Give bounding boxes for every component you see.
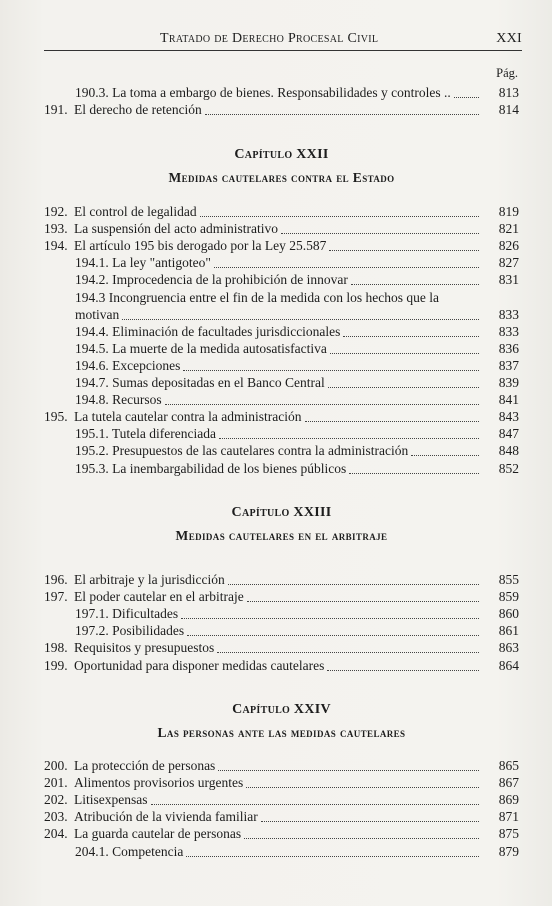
entry-page: 833 (498, 306, 519, 322)
dot-leader (187, 635, 479, 636)
entry-number: 197. (44, 589, 68, 605)
chapter-heading-22: Capítulo XXII (234, 147, 329, 162)
chapter-subtitle-23: Medidas cautelares en el arbitraje (175, 528, 388, 543)
entry-title: La protección de personas (74, 758, 216, 773)
entry-number: 200. (44, 758, 68, 773)
toc-entry (44, 657, 519, 675)
toc-entry (44, 357, 519, 375)
roman-page-number: XXI (496, 31, 522, 46)
toc-entry (44, 254, 519, 272)
entry-page: 841 (498, 392, 519, 408)
entry-page: 848 (498, 443, 519, 459)
toc-entry (44, 306, 519, 324)
chapter-subtitle-24: Las personas ante las medidas cautelares (157, 725, 406, 740)
entry-title: 204.1. Competencia (75, 843, 184, 859)
entry-page: 837 (498, 357, 519, 373)
entry-number: 194. (44, 238, 68, 254)
page-column-label: Pág. (496, 66, 518, 80)
entry-title: 194.4. Eliminación de facultades jurisdiccionales (75, 323, 341, 339)
toc-entry (44, 825, 519, 843)
entry-number: 192. (44, 204, 68, 219)
dot-leader (165, 404, 479, 405)
toc-entry (44, 442, 519, 460)
toc-entry (44, 289, 519, 307)
entry-title: Requisitos y presupuestos (74, 640, 215, 656)
entry-page: 839 (498, 375, 519, 390)
entry-title: 194.5. La muerte de la medida autosatisfactiva (75, 340, 327, 356)
entry-title: motivan (75, 306, 120, 322)
entry-title: La suspensión del acto administrativo (74, 221, 278, 237)
entry-page: 831 (498, 272, 519, 288)
dot-leader (200, 216, 479, 217)
dot-leader (228, 584, 479, 585)
entry-page: 861 (498, 623, 519, 639)
dot-leader (411, 455, 479, 456)
dot-leader (151, 804, 480, 805)
toc-entry (44, 460, 519, 478)
entry-number: 199. (44, 657, 68, 673)
entry-page: 814 (498, 102, 519, 118)
entry-page: 813 (498, 85, 519, 100)
entry-page: 843 (498, 409, 519, 425)
entry-title: 195.1. Tutela diferenciada (75, 426, 216, 442)
entry-number: 201. (44, 775, 68, 791)
entry-page: 855 (498, 572, 519, 587)
entry-number: 203. (44, 809, 68, 825)
chapter-subtitle-22: Medidas cautelares contra el Estado (168, 170, 395, 185)
entry-title: El control de legalidad (74, 204, 197, 219)
dot-leader (246, 787, 479, 788)
dot-leader (214, 267, 479, 268)
entry-title: 194.1. La ley "antigoteo" (75, 255, 211, 271)
entry-title: 194.2. Improcedencia de la prohibición de innovar (75, 272, 348, 288)
entry-page: 864 (498, 657, 519, 673)
toc-entry (44, 808, 519, 826)
entry-title: El derecho de retención (74, 102, 202, 118)
entry-number: 202. (44, 792, 68, 808)
toc-entry (44, 271, 519, 289)
dot-leader (205, 114, 479, 115)
toc-entry (44, 757, 519, 775)
entry-title: 194.3 Incongruencia entre el fin de la medida con los hechos que la (75, 289, 439, 305)
entry-title: La tutela cautelar contra la administración (74, 409, 302, 425)
toc-entry (44, 571, 519, 589)
entry-title: 194.6. Excepciones (75, 357, 181, 373)
dot-leader (281, 233, 479, 234)
dot-leader (327, 670, 479, 671)
dot-leader (329, 250, 479, 251)
entry-number: 195. (44, 409, 68, 425)
entry-page: 867 (498, 775, 519, 791)
dot-leader (454, 97, 479, 98)
entry-page: 875 (498, 826, 519, 842)
entry-page: 826 (498, 238, 519, 254)
entry-title: Litisexpensas (74, 792, 148, 808)
dot-leader (261, 821, 479, 822)
dot-leader (305, 421, 479, 422)
toc-entry (44, 101, 519, 119)
toc-entry (44, 340, 519, 358)
entry-page: 821 (498, 221, 519, 237)
entry-page: 871 (498, 809, 519, 825)
toc-entry (44, 220, 519, 238)
entry-page: 833 (498, 323, 519, 339)
entry-page: 869 (498, 792, 519, 808)
dot-leader (218, 770, 479, 771)
toc-entry (44, 843, 519, 861)
entry-title: Oportunidad para disponer medidas cautelares (74, 657, 325, 673)
dot-leader (328, 387, 479, 388)
entry-page: 863 (498, 640, 519, 656)
entry-title: 195.3. La inembargabilidad de los bienes públicos (75, 460, 347, 476)
entry-title: Alimentos provisorios urgentes (74, 775, 244, 791)
entry-title: El arbitraje y la jurisdicción (74, 572, 225, 587)
dot-leader (330, 353, 479, 354)
entry-title: 194.8. Recursos (75, 392, 162, 408)
dot-leader (351, 284, 479, 285)
entry-title: Atribución de la vivienda familiar (74, 809, 258, 825)
toc-entry (44, 774, 519, 792)
entry-number: 198. (44, 640, 68, 656)
toc-entry (44, 639, 519, 657)
toc-entry (44, 203, 519, 221)
entry-title: 194.7. Sumas depositadas en el Banco Central (75, 375, 325, 390)
running-header (44, 28, 522, 51)
toc-entry (44, 408, 519, 426)
entry-page: 865 (498, 758, 519, 773)
entry-page: 847 (498, 426, 519, 442)
chapter-heading-23: Capítulo XXIII (231, 505, 332, 520)
toc-entry (44, 323, 519, 341)
toc-entry (44, 374, 519, 392)
toc-entry (44, 588, 519, 606)
entry-page: 852 (498, 460, 519, 476)
entry-number: 193. (44, 221, 68, 237)
dot-leader (183, 370, 479, 371)
entry-number: 191. (44, 102, 68, 118)
entry-page: 859 (498, 589, 519, 605)
entry-title: 195.2. Presupuestos de las cautelares contra la administración (75, 443, 409, 459)
dot-leader (244, 838, 479, 839)
entry-number: 196. (44, 572, 68, 587)
entry-title: 197.1. Dificultades (75, 606, 179, 622)
toc-entry (44, 791, 519, 809)
toc-entry (44, 425, 519, 443)
dot-leader (343, 336, 479, 337)
running-title: Tratado de Derecho Procesal Civil (160, 31, 379, 46)
dot-leader (186, 856, 479, 857)
dot-leader (219, 438, 479, 439)
toc-entry (44, 622, 519, 640)
toc-entry (44, 84, 519, 102)
dot-leader (217, 652, 479, 653)
entry-title: 197.2. Posibilidades (75, 623, 185, 639)
entry-title: El artículo 195 bis derogado por la Ley 25.587 (74, 238, 327, 254)
dot-leader (122, 319, 479, 320)
chapter-heading-24: Capítulo XXIV (232, 702, 331, 717)
entry-page: 827 (498, 255, 519, 271)
dot-leader (247, 601, 479, 602)
toc-entry (44, 605, 519, 623)
entry-page: 860 (498, 606, 519, 622)
entry-page: 879 (498, 843, 519, 859)
toc-entry (44, 237, 519, 255)
dot-leader (181, 618, 479, 619)
entry-page: 836 (498, 340, 519, 356)
toc-entry (44, 391, 519, 409)
dot-leader (349, 473, 479, 474)
entry-title: El poder cautelar en el arbitraje (74, 589, 244, 605)
entry-title: 190.3. La toma a embargo de bienes. Responsabilidades y controles .. (75, 85, 451, 100)
entry-page: 819 (498, 204, 519, 219)
entry-number: 204. (44, 826, 68, 842)
entry-title: La guarda cautelar de personas (74, 826, 242, 842)
